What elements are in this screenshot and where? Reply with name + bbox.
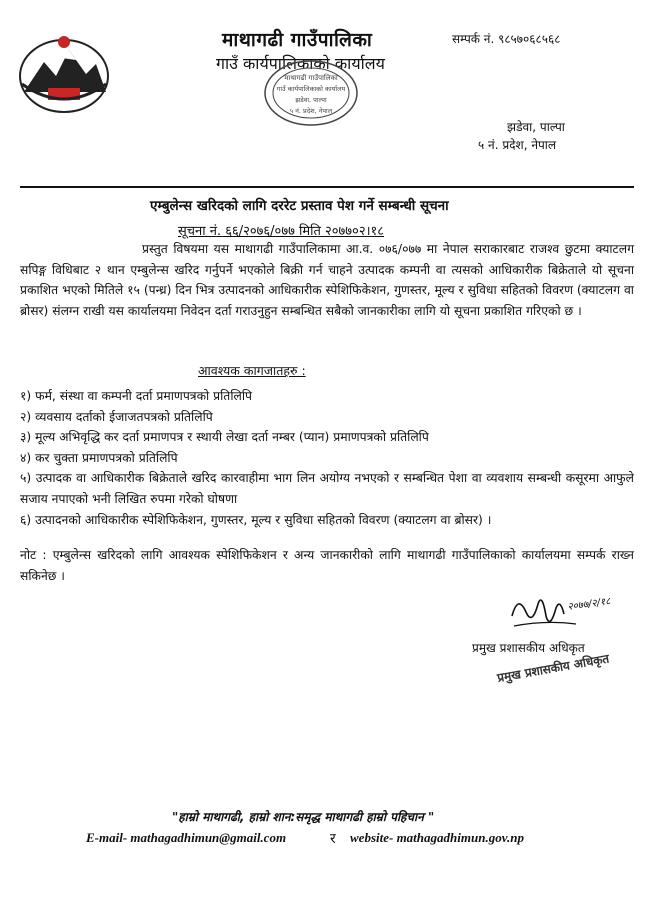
designation-stamp	[490, 642, 650, 694]
address-line-1: झडेवा, पाल्पा	[507, 120, 565, 134]
document-item-3: ३) मूल्य अभिवृद्धि कर दर्ता प्रमाणपत्र र स्थायी लेखा दर्ता नम्बर (प्यान) प्रमाणपत्रको प्रतिलिपि	[20, 430, 429, 445]
notice-body: प्रस्तुत विषयमा यस माथागढी गाउँपालिकामा आ.व. ०७६/०७७ मा नेपाल सराकारबाट राजश्व छुटमा क्याटलग सपिङ्ग विधिबाट २ थान एम्बुलेन्स खरिद गर्नुपर्ने भएकोले बिक्री गर्न चाहने उत्पादक कम्पनी वा त्यसको आधिकारीक बिक्रेताले यो सूचना प्रकाशित भएको मितिले १५ (पन्ध्र) दिन भित्र उत्पादनको आधिकारीक स्पेशिफिकेशन, गुणस्तर, मूल्य र सुविधा सहितको विवरण (क्याटलग वा ब्रोसर) संलग्न राखी यस कार्यालयमा निवेदन दर्ता गराउनुहुन सम्बन्धित सबैको जानकारीका लागि यो सूचना प्रकाशित गरिएको छ ।	[20, 242, 634, 318]
seal-text-2: गाउँ कार्यपालिकाको कार्यालय	[276, 85, 346, 93]
header-divider	[20, 186, 634, 188]
footer-separator: र	[330, 831, 336, 847]
handwritten-signature	[506, 586, 616, 638]
org-name: माथागढी गाउँपालिका	[222, 29, 373, 51]
nepal-emblem-logo	[14, 32, 114, 116]
document-item-4: ४) कर चुक्ता प्रमाणपत्रको प्रतिलिपि	[20, 450, 178, 465]
notice-subject: एम्बुलेन्स खरिदको लागि दररेट प्रस्ताव पेश गर्ने सम्बन्धी सूचना	[150, 198, 449, 214]
documents-heading: आवश्यक कागजातहरु :	[198, 363, 306, 378]
footer-email: E-mail- mathagadhimun@gmail.com	[86, 830, 287, 845]
footer-website: website- mathagadhimun.gov.np	[350, 830, 524, 845]
signature-date: २०७७/२/१८	[566, 596, 612, 613]
stamp-text: प्रमुख प्रशासकीय अधिकृत	[496, 651, 611, 685]
notice-number-date: सूचना नं. ६६/२०७६/०७७ मिति २०७७०२।१८	[178, 224, 385, 239]
footer-slogan: "हाम्रो माथागढी, हाम्रो शान:समृद्ध माथागढी हाम्रो पहिचान "	[172, 810, 435, 824]
office-name: गाउँ कार्यपालिकाको कार्यालय	[216, 54, 385, 73]
contact-number: सम्पर्क नं. ९८५७०६८५६८	[452, 32, 561, 46]
notice-note: नोट : एम्बुलेन्स खरिदको लागि आवश्यक स्पेशिफिकेशन र अन्य जानकारीको लागि माथागढी गाउँपालिकाको कार्यालयमा सम्पर्क राख्न सकिनेछ ।	[20, 548, 634, 583]
address-line-2: ५ नं. प्रदेश, नेपाल	[478, 138, 557, 152]
document-item-6: ६) उत्पादनको आधिकारीक स्पेशिफिकेशन, गुणस्तर, मूल्य र सुविधा सहितको विवरण (क्याटलग वा ब्रोसर) ।	[20, 512, 492, 527]
seal-text-1: माथागढी गाउँपालिका	[284, 74, 338, 82]
seal-text-3: झडेवा, पाल्पा	[295, 96, 327, 104]
document-item-1: १) फर्म, संस्था वा कम्पनी दर्ता प्रमाणपत्रको प्रतिलिपि	[20, 389, 253, 403]
signatory-title: प्रमुख प्रशासकीय अधिकृत	[472, 641, 585, 655]
seal-text-4: ५ नं. प्रदेश, नेपाल	[289, 107, 333, 115]
office-seal-stamp	[262, 58, 360, 128]
documents-list	[20, 386, 634, 530]
document-item-2: २) व्यवसाय दर्ताको ईजाजतपत्रको प्रतिलिपि	[20, 409, 213, 424]
document-item-5: ५) उत्पादक वा आधिकारीक बिक्रेताले खरिद कारवाहीमा भाग लिन अयोग्य नभएको र सम्बन्धित पेशा वा व्यवशाय सम्बन्धी कसूरमा आफुले सजाय नपाएको भनी लिखित रुपमा गरेको घोषणा	[20, 471, 634, 506]
